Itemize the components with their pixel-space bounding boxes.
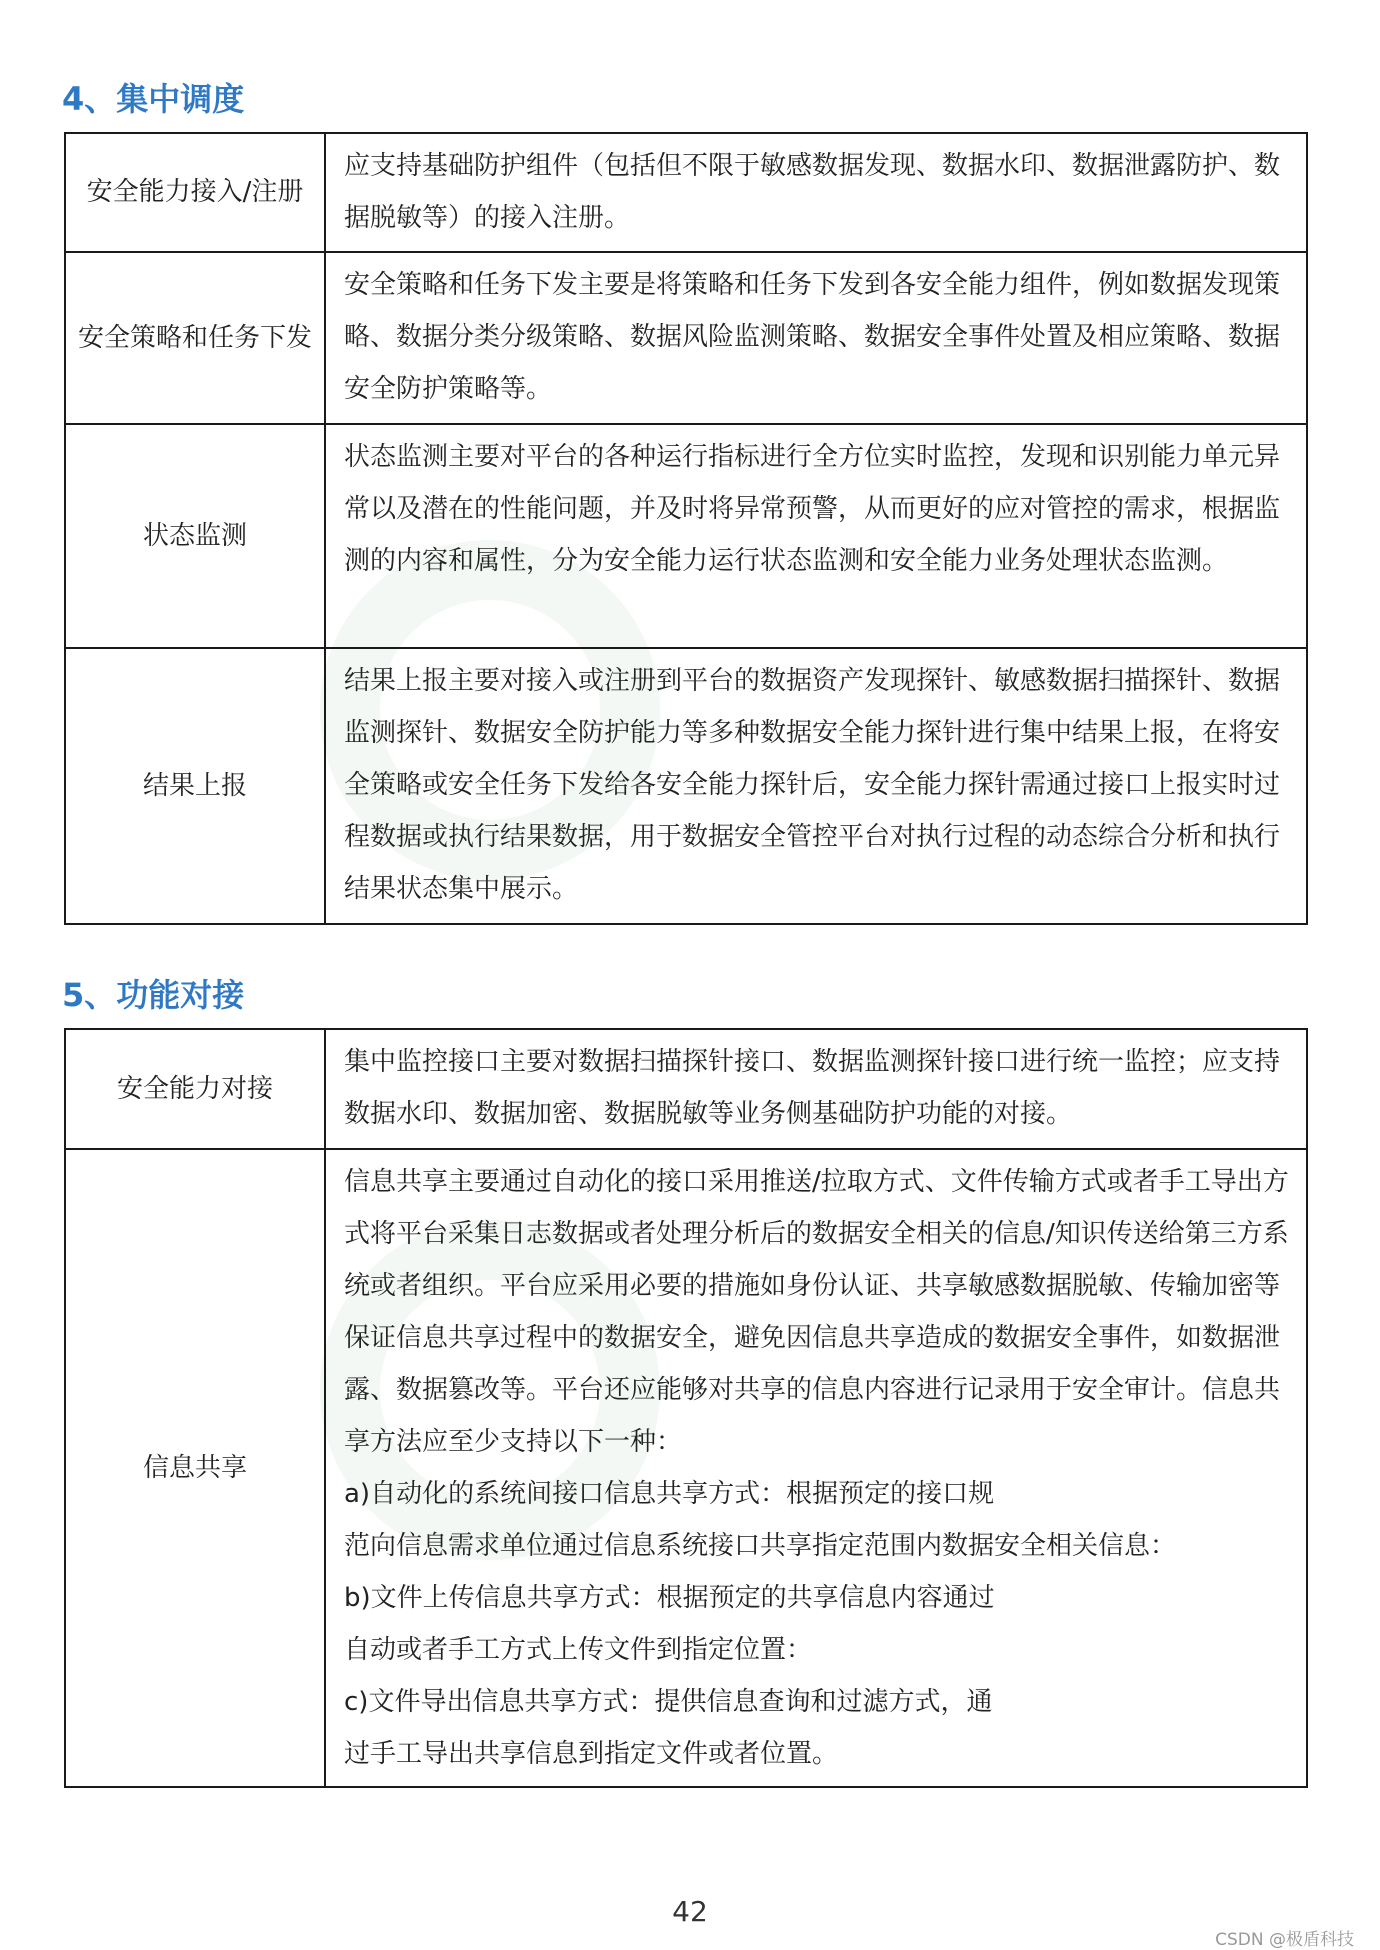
row-content — [325, 648, 1307, 924]
section-title-function-integration: 5、功能对接 — [62, 976, 245, 1014]
table-row — [65, 252, 1307, 424]
row-paragraph: 安全策略和任务下发主要是将策略和任务下发到各安全能力组件，例如数据发现策略、数据分类分级策略、数据风险监测策略、数据安全事件处置及相应策略、数据安全防护策略等。 — [344, 270, 1281, 404]
row-paragraph: 自动或者手工方式上传文件到指定位置： — [344, 1635, 813, 1665]
function-integration-table — [64, 1028, 1308, 1788]
row-content — [325, 1149, 1307, 1787]
credit-watermark: CSDN @极盾科技 — [1215, 1930, 1354, 1950]
row-content — [325, 1029, 1307, 1149]
row-paragraph: 范向信息需求单位通过信息系统接口共享指定范围内数据安全相关信息： — [344, 1531, 1177, 1561]
table-row — [65, 424, 1307, 648]
table-row — [65, 648, 1307, 924]
page-number: 42 — [672, 1895, 708, 1928]
row-paragraph: 结果上报主要对接入或注册到平台的数据资产发现探针、敏感数据扫描探针、数据监测探针、数据安全防护能力等多种数据安全能力探针进行集中结果上报，在将安全策略或安全任务下发给各安全能力探针后，安全能力探针需通过接口上报实时过程数据或执行结果数据，用于数据安全管控平台对执行过程的动态综合分析和执行结果状态集中展示。 — [344, 666, 1281, 904]
row-paragraph: a)自动化的系统间接口信息共享方式：根据预定的接口规 — [344, 1479, 995, 1509]
table-row — [65, 133, 1307, 252]
table-row — [65, 1149, 1307, 1787]
row-paragraph: 信息共享主要通过自动化的接口采用推送/拉取方式、文件传输方式或者手工导出方式将平台采集日志数据或者处理分析后的数据安全相关的信息/知识传送给第三方系统或者组织。平台应采用必要的措施如身份认证、共享敏感数据脱敏、传输加密等保证信息共享过程中的数据安全，避免因信息共享造成的数据安全事件，如数据泄露、数据篡改等。平台还应能够对共享的信息内容进行记录用于安全审计。信息共享方法应至少支持以下一种： — [344, 1167, 1289, 1457]
row-content — [325, 133, 1307, 252]
section-title-centralized-dispatch: 4、集中调度 — [62, 80, 245, 118]
row-content — [325, 252, 1307, 424]
row-content — [325, 424, 1307, 648]
row-paragraph: c)文件导出信息共享方式：提供信息查询和过滤方式，通 — [344, 1687, 993, 1717]
table-row — [65, 1029, 1307, 1149]
row-paragraph: b)文件上传信息共享方式：根据预定的共享信息内容通过 — [344, 1583, 995, 1613]
row-paragraph: 应支持基础防护组件（包括但不限于敏感数据发现、数据水印、数据泄露防护、数据脱敏等）的接入注册。 — [344, 151, 1281, 233]
centralized-dispatch-table — [64, 132, 1308, 925]
row-label: 安全能力对接 — [65, 1029, 325, 1149]
row-label: 安全策略和任务下发 — [65, 252, 325, 424]
row-label: 安全能力接入/注册 — [65, 133, 325, 252]
row-paragraph: 集中监控接口主要对数据扫描探针接口、数据监测探针接口进行统一监控；应支持数据水印、数据加密、数据脱敏等业务侧基础防护功能的对接。 — [344, 1047, 1281, 1129]
row-paragraph: 状态监测主要对平台的各种运行指标进行全方位实时监控，发现和识别能力单元异常以及潜在的性能问题，并及时将异常预警，从而更好的应对管控的需求，根据监测的内容和属性，分为安全能力运行状态监测和安全能力业务处理状态监测。 — [344, 442, 1281, 576]
row-paragraph: 过手工导出共享信息到指定文件或者位置。 — [344, 1739, 839, 1769]
row-label: 结果上报 — [65, 648, 325, 924]
row-label: 信息共享 — [65, 1149, 325, 1787]
row-label: 状态监测 — [65, 424, 325, 648]
